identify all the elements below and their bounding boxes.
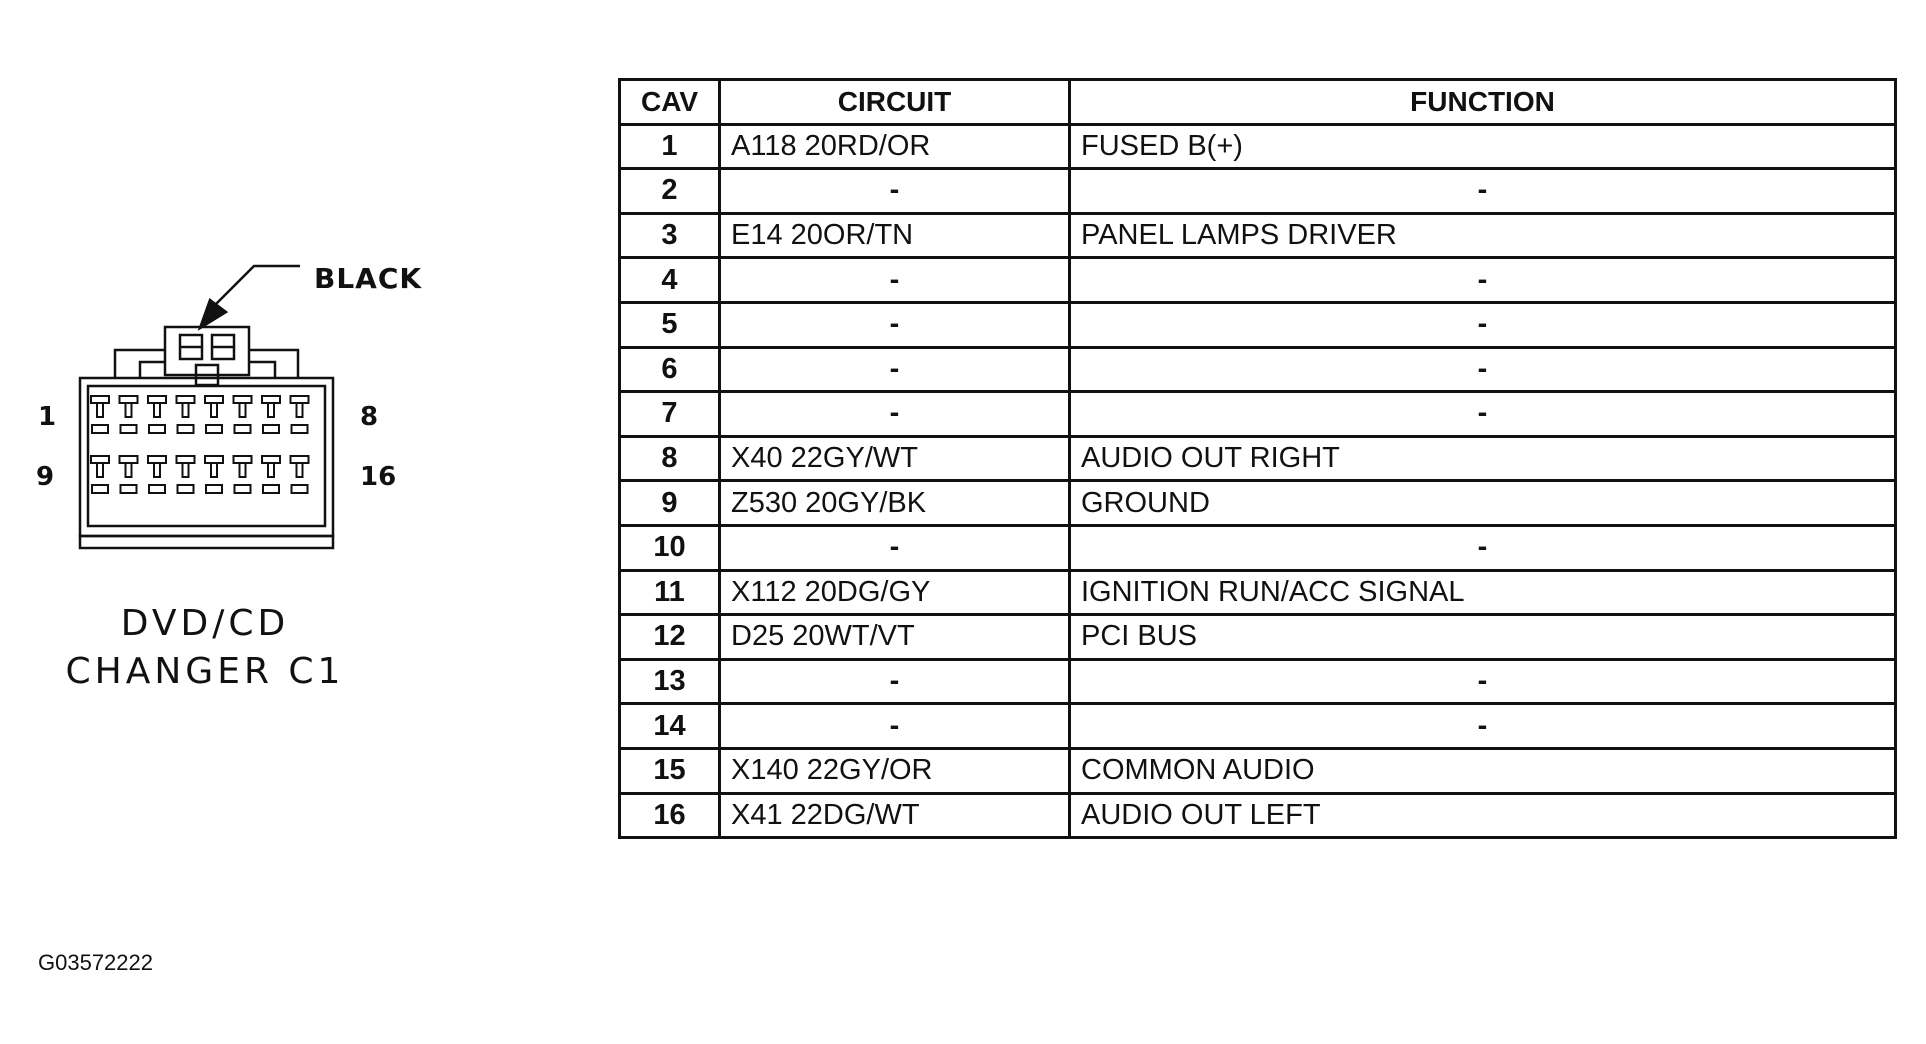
cell-function: FUSED B(+) [1070, 124, 1896, 169]
table-row [620, 481, 1896, 526]
cell-cav: 8 [620, 436, 720, 481]
table-header-row [620, 80, 1896, 125]
cell-function: - [1070, 258, 1896, 303]
table-row [620, 748, 1896, 793]
cell-cav: 13 [620, 659, 720, 704]
header-cav: CAV [620, 80, 720, 125]
pin-terminal [205, 396, 223, 433]
connector-title-line2: CHANGER C1 [65, 651, 345, 692]
cell-cav: 4 [620, 258, 720, 303]
figure-id: G03572222 [38, 950, 153, 975]
pin-label-8: 8 [360, 402, 379, 432]
table-row [620, 347, 1896, 392]
pin-terminal [91, 456, 109, 493]
cell-circuit: - [720, 169, 1070, 214]
cell-cav: 2 [620, 169, 720, 214]
connector-title-line1: DVD/CD [120, 603, 290, 644]
table-row [620, 213, 1896, 258]
cell-cav: 16 [620, 793, 720, 838]
table-row [620, 704, 1896, 749]
table-row [620, 169, 1896, 214]
leader-arrowhead [200, 300, 226, 328]
cell-circuit: - [720, 659, 1070, 704]
cell-circuit: E14 20OR/TN [720, 213, 1070, 258]
cell-circuit: Z530 20GY/BK [720, 481, 1070, 526]
pin-terminal [262, 456, 280, 493]
latch-outer [165, 327, 249, 375]
pin-terminal [177, 456, 195, 493]
cell-cav: 14 [620, 704, 720, 749]
cell-circuit: X112 20DG/GY [720, 570, 1070, 615]
table-row [620, 659, 1896, 704]
header-circuit: CIRCUIT [720, 80, 1070, 125]
cell-circuit: - [720, 347, 1070, 392]
pin-terminal [120, 396, 138, 433]
cell-cav: 5 [620, 302, 720, 347]
pin-grid [91, 396, 309, 493]
table-row [620, 615, 1896, 660]
table-row [620, 302, 1896, 347]
cell-circuit: D25 20WT/VT [720, 615, 1070, 660]
cell-circuit: - [720, 302, 1070, 347]
pin-terminal [291, 396, 309, 433]
cell-function: - [1070, 302, 1896, 347]
cell-cav: 3 [620, 213, 720, 258]
cell-circuit: X140 22GY/OR [720, 748, 1070, 793]
pin-label-9: 9 [36, 462, 55, 492]
header-function: FUNCTION [1070, 80, 1896, 125]
cell-cav: 12 [620, 615, 720, 660]
cell-function: AUDIO OUT RIGHT [1070, 436, 1896, 481]
table-row [620, 258, 1896, 303]
cell-function: AUDIO OUT LEFT [1070, 793, 1896, 838]
cell-function: PCI BUS [1070, 615, 1896, 660]
pin-terminal [205, 456, 223, 493]
cell-cav: 11 [620, 570, 720, 615]
cell-cav: 9 [620, 481, 720, 526]
cell-function: - [1070, 347, 1896, 392]
pin-terminal [177, 396, 195, 433]
pin-terminal [262, 396, 280, 433]
table-row [620, 392, 1896, 437]
cell-cav: 15 [620, 748, 720, 793]
pin-terminal [148, 456, 166, 493]
cell-circuit: X41 22DG/WT [720, 793, 1070, 838]
cell-function: GROUND [1070, 481, 1896, 526]
pin-terminal [91, 396, 109, 433]
cell-function: COMMON AUDIO [1070, 748, 1896, 793]
cell-function: - [1070, 392, 1896, 437]
table-row [620, 793, 1896, 838]
leader-line [214, 266, 300, 306]
pin-terminal [291, 456, 309, 493]
cell-cav: 7 [620, 392, 720, 437]
table-row [620, 124, 1896, 169]
pinout-table [618, 78, 1897, 839]
connector-title [60, 600, 350, 696]
cell-function: IGNITION RUN/ACC SIGNAL [1070, 570, 1896, 615]
shoulder-right [249, 350, 298, 378]
pin-label-1: 1 [38, 402, 57, 432]
cell-circuit: A118 20RD/OR [720, 124, 1070, 169]
pin-terminal [120, 456, 138, 493]
pinout-table-body [620, 124, 1896, 838]
connector-diagram [0, 0, 600, 1044]
cell-cav: 6 [620, 347, 720, 392]
pin-label-16: 16 [360, 462, 397, 492]
connector-base [80, 536, 333, 548]
cell-circuit: X40 22GY/WT [720, 436, 1070, 481]
cell-function: - [1070, 704, 1896, 749]
cell-cav: 1 [620, 124, 720, 169]
cell-cav: 10 [620, 525, 720, 570]
pin-terminal [234, 456, 252, 493]
cell-circuit: - [720, 704, 1070, 749]
table-row [620, 525, 1896, 570]
cell-circuit: - [720, 525, 1070, 570]
cell-function: - [1070, 525, 1896, 570]
cell-circuit: - [720, 392, 1070, 437]
connector-color-label: BLACK [314, 262, 423, 295]
pin-terminal [234, 396, 252, 433]
cell-circuit: - [720, 258, 1070, 303]
cell-function: PANEL LAMPS DRIVER [1070, 213, 1896, 258]
pin-terminal [148, 396, 166, 433]
table-row [620, 570, 1896, 615]
cell-function: - [1070, 659, 1896, 704]
cell-function: - [1070, 169, 1896, 214]
table-row [620, 436, 1896, 481]
